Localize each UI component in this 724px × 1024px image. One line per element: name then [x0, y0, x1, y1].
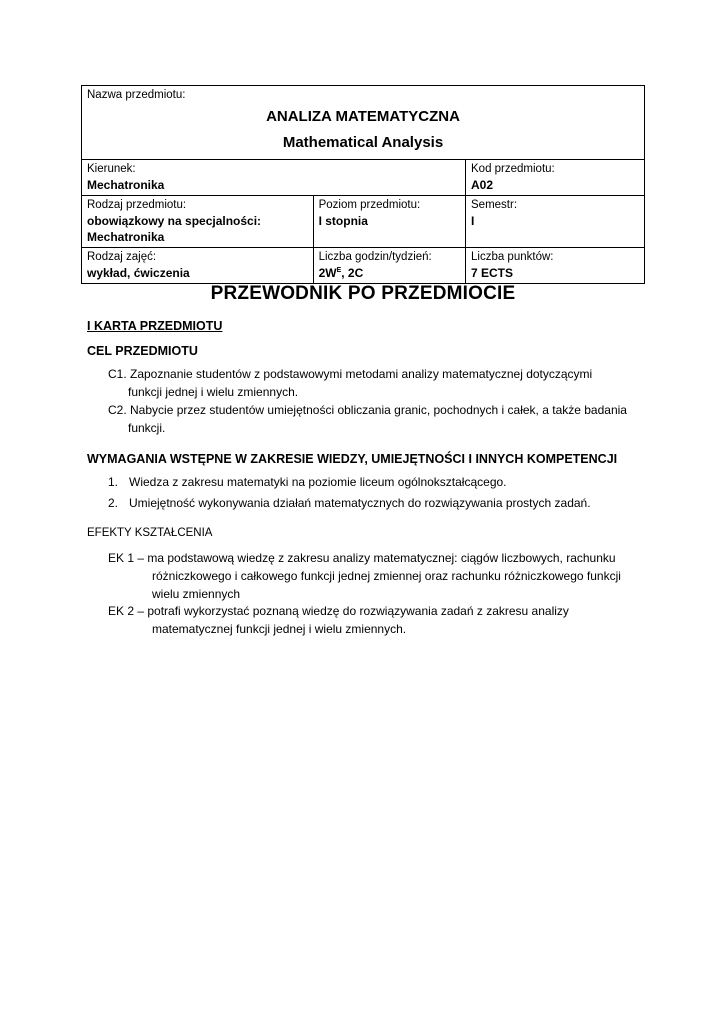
outcome-item [108, 602, 638, 638]
course-name-cell [82, 86, 645, 160]
section-card-heading: I KARTA PRZEDMIOTU [87, 319, 223, 333]
goal-line: C2. Nabycie przez studentów umiejętności obliczania granic, pochodnych i całek, a także badania [108, 403, 627, 417]
outcome-line: matematycznej funkcji jednej i wielu zmiennych. [152, 622, 407, 636]
direction-cell [82, 160, 466, 196]
requirement-text: Wiedza z zakresu matematyki na poziomie liceum ogólnokształcącego. [129, 475, 507, 489]
points-label: Liczba punktów: [471, 251, 554, 263]
type-label: Rodzaj przedmiotu: [87, 199, 187, 211]
hours-value [319, 265, 460, 281]
level-label: Poziom przedmiotu: [318, 199, 421, 211]
section-goal-heading: CEL PRZEDMIOTU [87, 344, 198, 358]
classes-cell [82, 248, 314, 284]
guide-title: PRZEWODNIK PO PRZEDMIOCIE [210, 283, 516, 304]
goal-line: C1. Zapoznanie studentów z podstawowymi metodami analizy matematycznej dotyczącymi [108, 367, 593, 381]
classes-value: wykład, ćwiczenia [87, 266, 190, 280]
outcome-line: EK 1 – ma podstawową wiedzę z zakresu analizy matematycznej: ciągów liczbowych, rachunku [108, 551, 616, 565]
outcome-line: EK 2 – potrafi wykorzystać poznaną wiedzę do rozwiązywania zadań z zakresu analizy [108, 604, 569, 618]
hours-cell [313, 248, 465, 284]
hours-value-main: 2W [318, 266, 337, 280]
code-label: Kod przedmiotu: [471, 163, 555, 175]
type-cell [82, 196, 314, 248]
section-requirements-heading: WYMAGANIA WSTĘPNE W ZAKRESIE WIEDZY, UMIEJĘTNOŚCI I INNYCH KOMPETENCJI [87, 452, 618, 466]
requirement-number: 1. [108, 475, 119, 489]
outcome-item [108, 549, 638, 603]
course-name-label: Nazwa przedmiotu: [87, 89, 186, 101]
semester-label: Semestr: [471, 199, 518, 211]
hours-value-sup: E [336, 267, 342, 274]
direction-value: Mechatronika [87, 178, 165, 192]
code-value: A02 [471, 178, 494, 192]
requirement-text: Umiejętność wykonywania działań matematycznych do rozwiązywania prostych zadań. [129, 496, 591, 510]
semester-value: I [471, 214, 475, 228]
direction-label: Kierunek: [87, 163, 136, 175]
section-outcomes-heading: EFEKTY KSZTAŁCENIA [87, 527, 213, 539]
outcome-line: różniczkowego i całkowego funkcji jednej zmiennej oraz rachunku różniczkowego funkcji [152, 569, 621, 583]
outcome-line: wielu zmiennych [152, 587, 241, 601]
type-value-line2: Mechatronika [87, 230, 165, 244]
goal-item [108, 401, 638, 437]
goal-line: funkcji jednej i wielu zmiennych. [128, 385, 299, 399]
points-cell [466, 248, 645, 284]
semester-cell [466, 196, 645, 248]
level-value: I stopnia [318, 214, 368, 228]
code-cell [466, 160, 645, 196]
requirement-number: 2. [108, 496, 119, 510]
classes-label: Rodzaj zajęć: [87, 251, 157, 263]
requirement-item [108, 494, 638, 512]
hours-label: Liczba godzin/tydzień: [318, 251, 432, 263]
goal-item [108, 365, 638, 401]
points-value: 7 ECTS [471, 266, 514, 280]
course-title-pl: ANALIZA MATEMATYCZNA [266, 108, 460, 125]
course-title-en: Mathematical Analysis [282, 134, 444, 151]
requirement-item [108, 473, 638, 491]
level-cell [313, 196, 465, 248]
course-header-table [81, 85, 645, 284]
goal-line: funkcji. [128, 421, 166, 435]
hours-value-rest: , 2C [341, 266, 364, 280]
type-value-line1: obowiązkowy na specjalności: [87, 214, 262, 228]
